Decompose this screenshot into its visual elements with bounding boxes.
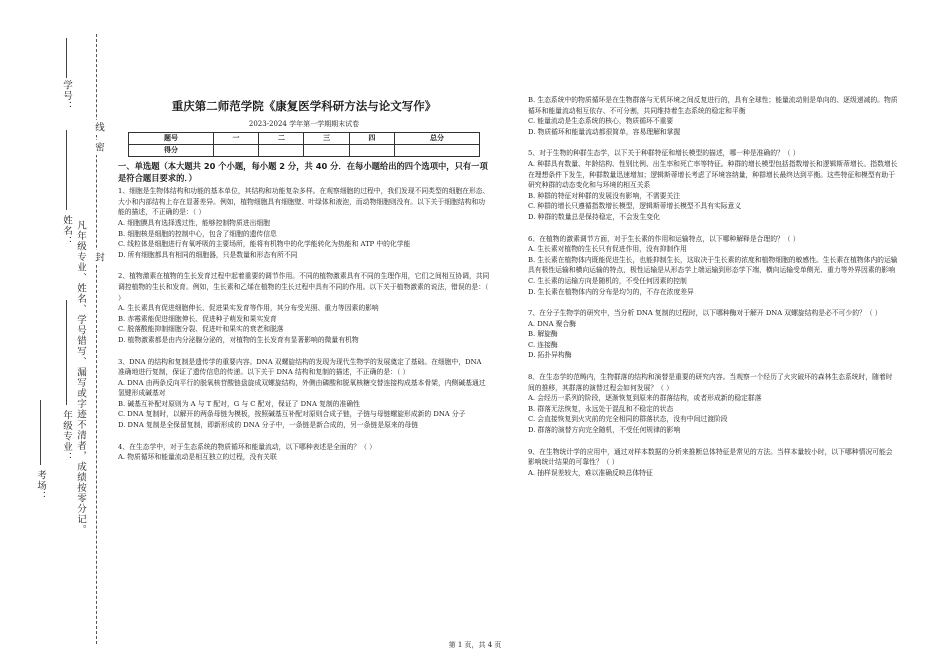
score-table-header: 三: [304, 133, 349, 145]
seal-mark-xian: 线: [93, 122, 104, 133]
question-option: C. 生长素的运输方向是随机的，不受任何因素的控制: [528, 276, 687, 285]
question-continued: [528, 95, 898, 137]
question-stem: 9、在生物统计学的应用中，通过对样本数据的分析来推断总体特征是常见的方法。当样本量较小时，以下哪种情况可能会影响统计结果的可靠性？（ ）: [528, 447, 893, 467]
question: [528, 447, 898, 479]
question-option: A. DNA 聚合酶: [528, 319, 577, 328]
grade-major-line: [66, 300, 67, 405]
question-option: D. 生长素在植物体内的分布是均匀的，不存在浓度差异: [528, 287, 694, 296]
score-table-header: 四: [349, 133, 394, 145]
score-table-header: 一: [213, 133, 258, 145]
question-option: B. 生态系统中的物质循环是在生物群落与无机环境之间反复进行的，具有全球性；能量流动则是单向的、逐级递减的。物质循环和能量流动相互依存、不可分割，共同维持着生态系统的稳定和平衡: [528, 96, 898, 115]
question-option: D. 所有细胞都具有相同的细胞器，只是数量和形态有所不同: [118, 250, 298, 259]
binding-margin: [0, 0, 112, 672]
score-table-score-row: [129, 145, 480, 157]
question-option: D. 植物激素都是由内分泌腺分泌的，对植物的生长发育有显著影响的微量有机物: [118, 335, 359, 344]
question-stem: 3、DNA 的结构和复制是遗传学的重要内容。DNA 双螺旋结构的发现为现代生物学的发展奠定了基础。在细胞中，DNA 准确地进行复制，保证了遗传信息的传递。以下关于 DNA 结构和复制的描述，不正确的是：（ ）: [118, 357, 482, 377]
question: [118, 186, 490, 260]
question-option: C. 线粒体是细胞进行有氧呼吸的主要场所，能将有机物中的化学能转化为热能和 ATP 中的化学能: [118, 240, 411, 249]
question-option: A. 细胞膜具有选择透过性，能够控制物质进出细胞: [118, 218, 270, 227]
question-option: C. 会直接恢复到火灾前的完全相同的群落状态，没有中间过渡阶段: [528, 415, 728, 424]
question-stem: 5、对于生物的种群生态学，以下关于种群特征和增长模型的描述，哪一种是准确的？（ ）: [528, 149, 800, 158]
score-table: [128, 132, 480, 157]
score-table-header: 总分: [395, 133, 480, 145]
question: [118, 442, 490, 463]
name-line: [66, 130, 67, 210]
right-column: [528, 93, 898, 478]
question-option: B. 群落无法恢复，永远处于混乱和不稳定的状态: [528, 404, 674, 413]
question: [118, 271, 490, 345]
section-heading: 一、单选题（本大题共 20 个小题，每小题 2 分，共 40 分．在每小题给出的四个选项中，只有一项是符合题目要求的．）: [118, 161, 488, 184]
question-option: B. 赤霉素能促进细胞伸长、促进种子萌发和果实发育: [118, 314, 277, 323]
score-cell[interactable]: [395, 145, 480, 157]
question-option: B. 生长素在植物体内既能促进生长，也能抑制生长，这取决于生长素的浓度和植物细胞的敏感性。生长素在植物体内的运输具有极性运输和横向运输的特点，极性运输是从形态学上端运输到形态学下端，横向运输受单侧光、重力等外界因素的影响: [528, 255, 898, 275]
question-stem: 4、在生态学中，对于生态系统的物质循环和能量流动，以下哪种表述是全面的？（ ）: [118, 442, 376, 451]
student-id-label: 学号：: [61, 80, 72, 112]
exam-room-label: 考场：: [35, 470, 46, 502]
exam-subtitle: 2023-2024 学年第一学期期末试卷: [248, 119, 360, 128]
score-table-header: 题号: [129, 133, 214, 145]
question: [528, 372, 898, 436]
score-cell[interactable]: [349, 145, 394, 157]
exam-room-line: [40, 400, 41, 465]
question-stem: 8、在生态学的范畴内，生物群落的结构和演替是重要的研究内容。当观察一个经历了火灾破坏的森林生态系统时，随着时间的推移，其群落的演替过程会如何发展？（ ）: [528, 373, 893, 392]
seal-mark-feng: 封: [93, 252, 104, 263]
score-row-label: 得分: [129, 145, 214, 157]
question-option: D. DNA 复制是全保留复制，即新形成的 DNA 分子中，一条链是新合成的，另一条链是原来的母链: [118, 421, 419, 430]
question-option: A. 物质循环和能量流动是相互独立的过程，没有关联: [118, 453, 277, 462]
score-cell[interactable]: [213, 145, 258, 157]
question-option: D. 群落的演替方向完全随机，不受任何规律的影响: [528, 426, 681, 435]
left-column: [118, 0, 490, 463]
question-option: A. DNA 由两条反向平行的脱氧核苷酸链盘旋成双螺旋结构，外侧由磷酸和脱氧核糖交替连接构成基本骨架，内侧碱基通过氢键形成碱基对: [118, 378, 486, 398]
question-option: B. 碱基互补配对原则为 A 与 T 配对，G 与 C 配对，保证了 DNA 复制的准确性: [118, 399, 360, 408]
score-table-header: 二: [259, 133, 304, 145]
question-stem: 1、细胞是生物体结构和功能的基本单位，其结构和功能复杂多样。在观察细胞的过程中，我们发现不同类型的细胞在形态、大小和内部结构上存在显著差异。例如，植物细胞具有细胞壁、叶绿体和液泡，而动物细胞则没有。以下关于细胞结构和功能的描述，不正确的是：（ ）: [118, 187, 490, 217]
binding-notice: 凡年级专业、姓名、学号错写、漏写或字迹不清者，成绩按零分记。: [75, 220, 86, 535]
question-option: C. 连接酶: [528, 340, 558, 349]
question-option: A. 生长素具有促进细胞伸长、促进果实发育等作用，其分布受光照、重力等因素的影响: [118, 304, 379, 313]
student-id-line: [66, 38, 67, 78]
question-option: A. 种群具有数量、年龄结构、性别比例、出生率和死亡率等特征。种群的增长模型包括指数增长和逻辑斯蒂增长。指数增长在理想条件下发生，种群数量迅速增加；逻辑斯蒂增长考虑了环境容纳量，种群增长最终达到平衡。这些特征和模型有助于研究种群的动态变化和与环境的相互关系: [528, 159, 898, 190]
question-option: D. 拓扑异构酶: [528, 351, 572, 360]
question-option: A. 会经历一系列的阶段，逐渐恢复到原来的群落结构，或者形成新的稳定群落: [528, 394, 762, 403]
question-option: B. 解旋酶: [528, 330, 558, 339]
question-option: A. 抽样误差较大，难以准确反映总体特征: [528, 468, 653, 477]
question-stem: 2、植物激素在植物的生长发育过程中起着重要的调节作用。不同的植物激素具有不同的生理作用，它们之间相互协调，共同调控植物的生长和发育。例如，生长素和乙烯在植物的生长过程中具有不同的作用。以下关于植物激素的说法，错误的是：（ ）: [118, 272, 490, 302]
name-label: 姓名：: [61, 215, 72, 247]
score-cell[interactable]: [304, 145, 349, 157]
question-option: B. 种群的特征对种群的发展没有影响，不需要关注: [528, 191, 681, 200]
question: [528, 234, 898, 298]
question-option: C. 能量流动是生态系统的核心，物质循环不重要: [528, 117, 674, 126]
exam-title: 重庆第二师范学院《康复医学科研方法与论文写作》: [171, 99, 437, 113]
question-option: A. 生长素对植物的生长只有促进作用，没有抑制作用: [528, 245, 687, 254]
question-stem: 6、在植物的激素调节方面，对于生长素的作用和运输特点，以下哪种解释是合理的？（ ）: [528, 234, 800, 243]
question-option: C. 脱落酸能抑制细胞分裂、促进叶和果实的衰老和脱落: [118, 325, 284, 334]
score-table-header-row: [129, 133, 480, 145]
question: [528, 308, 898, 361]
question-option: D. 物质循环和能量流动都很简单，容易理解和掌握: [528, 127, 681, 136]
question-option: B. 细胞核是细胞的控制中心，包含了细胞的遗传信息: [118, 229, 277, 238]
question-option: C. DNA 复制时，以解开的两条母链为模板，按照碱基互补配对原则合成子链，子链与母链螺旋形成新的 DNA 分子: [118, 410, 466, 419]
score-cell[interactable]: [259, 145, 304, 157]
page-number: 第 1 页，共 4 页: [448, 641, 502, 649]
grade-major-label: 年级专业：: [61, 410, 72, 463]
question-option: C. 种群的增长只遵循指数增长模型，逻辑斯蒂增长模型不具有实际意义: [528, 202, 742, 211]
question-option: D. 种群的数量总是保持稳定，不会发生变化: [528, 212, 660, 221]
question: [118, 357, 490, 431]
question-stem: 7、在分子生物学的研究中，当分析 DNA 复制的过程时，以下哪种酶对于解开 DNA 双螺旋结构是必不可少的？（ ）: [528, 309, 882, 318]
seal-mark-mi: 密: [93, 142, 104, 153]
question: [528, 148, 898, 222]
